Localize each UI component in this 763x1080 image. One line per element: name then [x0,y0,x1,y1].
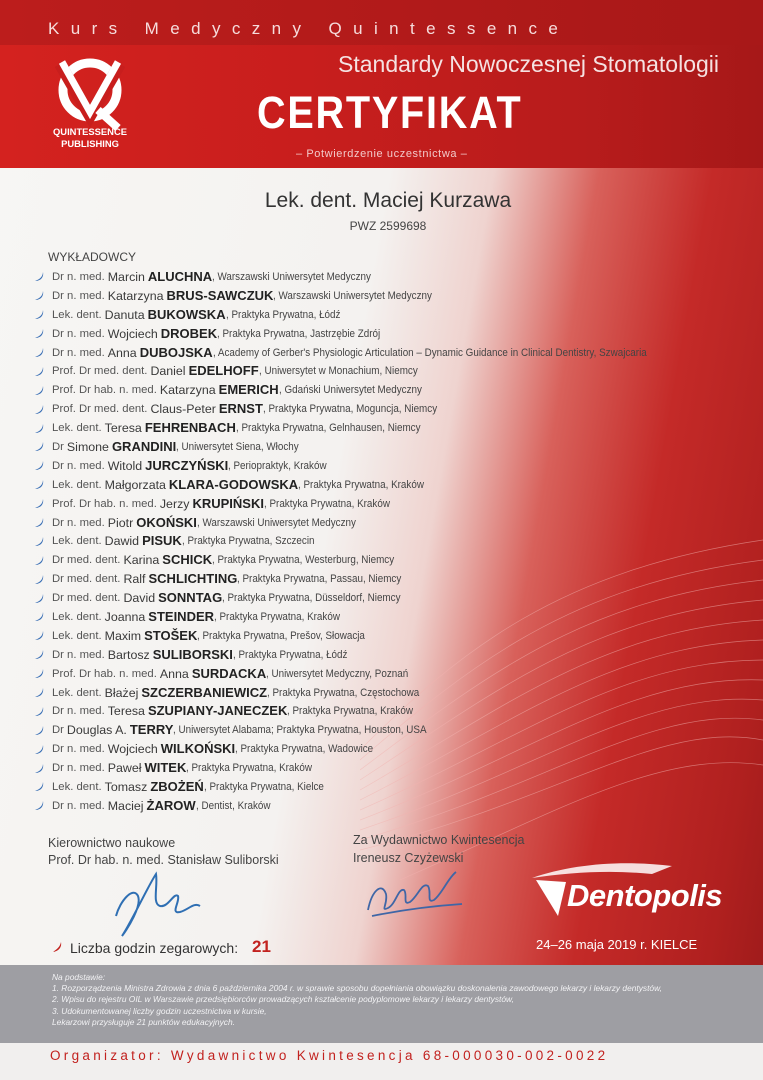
certificate-subtitle: – Potwierdzenie uczestnictwa – [296,148,468,160]
dentopolis-brand: Dentopolis [567,878,723,913]
participant-name: Lek. dent. Maciej Kurzawa [264,189,512,212]
lecturer-title: Dr med. dent. [52,554,121,567]
lecturer-last-name: WITEK [144,760,187,776]
lecturer-row [34,476,679,495]
organizer-text: Organizator: Wydawnictwo Kwintesencja 68-000030-002-0022 [50,1048,609,1063]
lecturer-affiliation: , Praktyka Prywatna, Westerburg, Niemcy [212,554,395,567]
lecturer-last-name: ALUCHNA [147,269,213,284]
lecturer-first-name: Maxim [104,628,142,643]
lecturer-row [34,778,679,797]
lecturer-title: Lek. dent. [52,535,102,548]
lecturer-row [34,627,679,646]
lecturer-affiliation: , Praktyka Prywatna, Łódź [225,308,341,321]
lecturer-first-name: Wojciech [107,326,158,341]
legal-line-1: 1. Rozporządzenia Ministra Zdrowia z dnia 6 października 2004 r. w sprawie sposobu dopełniania obowiązku doskonalenia zawodowego lekarzy i lekarzy dentystów, [52,983,663,994]
legal-line-4: Lekarzowi przysługuje 21 punktów edukacyjnych. [52,1016,235,1027]
signature-suliborski-icon [108,866,218,941]
lecturer-last-name: FEHRENBACH [144,420,236,436]
lecturer-row [34,684,679,703]
lecturer-title: Dr n. med. [52,271,105,283]
lecturer-first-name: Joanna [104,610,146,625]
lecturer-last-name: SZCZERBANIEWICZ [141,684,268,700]
blue-arc-bullet-icon [34,385,46,397]
lecturer-title: Lek. dent. [52,478,102,491]
lecturer-row [34,495,679,514]
blue-arc-bullet-icon [34,800,46,812]
blue-arc-bullet-icon [34,687,46,699]
lecturer-title: Dr n. med. [52,346,105,359]
blue-arc-bullet-icon [34,328,46,340]
lecturer-affiliation: , Praktyka Prywatna, Prešov, Słowacja [197,629,366,642]
lecturer-last-name: SULIBORSKI [152,646,233,662]
lecturer-title: Lek. dent. [52,686,102,699]
lecturer-row [34,400,679,419]
hours-value: 21 [252,937,271,956]
lecturer-row [34,589,679,608]
blue-arc-bullet-icon [34,649,46,661]
legal-basis [52,972,662,1028]
lecturer-title: Prof. Dr med. dent. [52,365,148,378]
lecturer-affiliation: , Praktyka Prywatna, Düsseldorf, Niemcy [222,592,401,605]
lecturer-last-name: EDELHOFF [188,363,259,379]
event-dates: 24–26 maja 2019 r. KIELCE [536,937,698,952]
lecturer-row [34,457,679,476]
lecturer-last-name: SURDACKA [191,665,267,681]
lecturer-last-name: STOŠEK [144,627,198,643]
lecturer-first-name: Claus-Peter [150,402,216,417]
lecturer-last-name: SCHLICHTING [148,571,238,587]
blue-arc-bullet-icon [34,781,46,793]
lecturer-affiliation: , Praktyka Prywatna, Kraków [298,478,425,491]
blue-arc-bullet-icon [34,309,46,321]
lecturer-title: Dr n. med. [52,289,105,302]
lecturer-title: Dr n. med. [52,516,105,529]
lecturer-affiliation: , Uniwersytet Siena, Włochy [176,441,299,454]
lecturer-row [34,721,679,740]
lecturer-title: Dr n. med. [52,648,105,661]
lecturer-first-name: David [123,591,156,606]
lecturer-first-name: Jerzy [159,496,190,511]
lecturer-title: Lek. dent. [52,422,102,435]
blue-arc-bullet-icon [34,290,46,302]
lecturer-last-name: STEINDER [148,609,215,625]
lecturer-row [34,797,679,816]
blue-arc-bullet-icon [34,441,46,453]
lecturer-last-name: GRANDINI [111,439,177,455]
lecturer-first-name: Tomasz [104,780,148,795]
lecturer-first-name: Daniel [150,364,186,379]
blue-arc-bullet-icon [34,593,46,605]
blue-arc-bullet-icon [34,423,46,435]
lecturer-last-name: TERRY [129,722,174,738]
certificate-title: CERTYFIKAT [257,87,523,138]
blue-arc-bullet-icon [34,630,46,642]
lecturer-title: Prof. Dr hab. n. med. [52,497,157,510]
blue-arc-bullet-icon [34,706,46,718]
scientific-director-label: Kierownictwo naukowe [48,836,176,850]
lecturer-affiliation: , Warszawski Uniwersytet Medyczny [212,271,372,283]
lecturer-last-name: ERNST [218,401,263,417]
lecturer-affiliation: , Praktyka Prywatna, Moguncja, Niemcy [262,403,438,416]
lecturer-row [34,646,679,665]
lecturer-last-name: SCHICK [162,552,213,568]
signature-czyzewski-icon [362,860,472,930]
lecturer-title: Prof. Dr med. dent. [52,403,148,416]
lecturer-row [34,740,679,759]
lecturer-affiliation: , Warszawski Uniwersytet Medyczny [196,516,356,529]
lecturer-affiliation: , Periopraktyk, Kraków [228,459,327,472]
red-arc-bullet-icon [51,941,64,954]
lecturer-title: Lek. dent. [52,629,102,642]
lecturer-affiliation: , Praktyka Prywatna, Kraków [263,497,390,510]
lecturer-first-name: Karina [123,553,160,568]
lecturer-title: Dr n. med. [52,327,105,340]
lecturer-first-name: Teresa [107,704,145,719]
lecturer-last-name: SONNTAG [158,590,223,606]
lecturer-title: Dr [52,441,64,454]
lecturer-first-name: Maciej [107,798,144,813]
lecturer-row [34,665,679,684]
blue-arc-bullet-icon [34,536,46,548]
lecturer-title: Dr [52,724,64,737]
blue-arc-bullet-icon [34,725,46,737]
blue-arc-bullet-icon [34,574,46,586]
lecturer-last-name: KRUPIŃSKI [192,495,264,511]
lecturer-affiliation: , Gdański Uniwersytet Medyczny [278,384,422,397]
lecturer-affiliation: , Uniwersytet Alabama; Praktyka Prywatna, Houston, USA [173,724,427,737]
lecturer-row [34,306,679,325]
lecturer-first-name: Katarzyna [159,383,216,398]
lecturer-title: Dr n. med. [52,799,105,812]
lecturer-affiliation: , Praktyka Prywatna, Kielce [203,781,324,794]
lecturer-last-name: OKOŃSKI [136,514,197,530]
lecturer-last-name: KLARA-GODOWSKA [168,476,299,492]
lecturer-first-name: Bartosz [107,647,150,662]
lecturer-row [34,514,679,533]
lecturer-row [34,344,679,363]
blue-arc-bullet-icon [34,366,46,378]
lecturer-title: Dr med. dent. [52,592,121,605]
lecturer-last-name: BUKOWSKA [147,306,226,322]
lecturer-first-name: Wojciech [107,742,158,757]
lecturer-first-name: Anna [159,666,189,681]
lecturer-affiliation: , Praktyka Prywatna, Kraków [214,611,340,624]
course-series: Kurs Medyczny Quintessence [48,19,570,38]
lecturer-first-name: Anna [107,345,137,360]
lecturer-row [34,438,679,457]
lecturer-affiliation: , Uniwersytet Medyczny, Poznań [266,667,409,680]
lecturer-affiliation: , Praktyka Prywatna, Kraków [186,762,313,775]
lecturer-affiliation: , Warszawski Uniwersytet Medyczny [273,289,433,302]
blue-arc-bullet-icon [34,404,46,416]
lecturer-title: Dr n. med. [52,762,105,775]
lecturer-title: Prof. Dr hab. n. med. [52,384,157,397]
lecturer-last-name: JURCZYŃSKI [145,457,229,473]
lecturer-title: Dr n. med. [52,743,105,756]
lecturer-last-name: EMERICH [218,382,279,398]
lecturer-title: Lek. dent. [52,308,102,321]
lecturer-first-name: Małgorzata [104,477,166,492]
lecturer-affiliation: , Academy of Gerber's Physiologic Articulation – Dynamic Guidance in Clinical Dentistry, Szwajcaria [212,346,647,359]
program-title: Standardy Nowoczesnej Stomatologii [338,51,719,77]
scientific-director-name: Prof. Dr hab. n. med. Stanisław Suliborski [48,853,279,867]
lecturer-first-name: Douglas A. [66,723,127,738]
lecturer-title: Prof. Dr hab. n. med. [52,667,157,680]
publisher-name: Ireneusz Czyżewski [353,851,464,865]
lecturer-row [34,608,679,627]
lecturer-row [34,759,679,778]
lecturer-last-name: ŻAROW [146,797,196,813]
lecturer-affiliation: , Praktyka Prywatna, Passau, Niemcy [237,573,402,586]
lecturer-last-name: WILKOŃSKI [160,741,236,757]
blue-arc-bullet-icon [34,611,46,623]
blue-arc-bullet-icon [34,271,46,283]
lecturer-affiliation: , Dentist, Kraków [195,799,271,812]
lecturer-row [34,419,679,438]
lecturer-affiliation: , Praktyka Prywatna, Gelnhausen, Niemcy [235,422,421,435]
lecturers-heading: WYKŁADOWCY [48,250,137,264]
lecturer-first-name: Danuta [104,307,145,322]
lecturer-affiliation: , Praktyka Prywatna, Jastrzębie Zdrój [217,327,381,340]
lecturer-title: Dr n. med. [52,705,105,718]
lecturer-title: Dr med. dent. [52,573,121,586]
lecturer-last-name: ZBOŻEŃ [150,779,204,795]
lecturer-row [34,362,679,381]
lecturer-affiliation: , Uniwersytet w Monachium, Niemcy [258,365,418,378]
lecturer-row [34,287,679,306]
hours-label: Liczba godzin zegarowych: [70,940,239,956]
blue-arc-bullet-icon [34,460,46,472]
lecturer-first-name: Ralf [123,572,146,587]
lecturer-title: Lek. dent. [52,781,102,794]
lecturer-title: Dr n. med. [52,459,105,472]
logo-text-line2: PUBLISHING [61,138,119,149]
lecturer-last-name: DUBOJSKA [139,344,213,360]
blue-arc-bullet-icon [34,517,46,529]
blue-arc-bullet-icon [34,744,46,756]
lecturer-first-name: Witold [107,458,143,473]
lecturer-affiliation: , Praktyka Prywatna, Szczecin [181,535,315,548]
blue-arc-bullet-icon [34,347,46,359]
lecturer-last-name: DROBEK [160,325,218,341]
blue-arc-bullet-icon [34,479,46,491]
lecturer-row [34,268,679,287]
blue-arc-bullet-icon [34,763,46,775]
lecturer-affiliation: , Praktyka Prywatna, Wadowice [235,743,374,756]
lecturer-first-name: Dawid [104,534,140,549]
legal-heading: Na podstawie: [52,972,106,982]
lecturer-first-name: Katarzyna [107,288,164,303]
lecturer-first-name: Teresa [104,421,142,436]
lecturer-row [34,702,679,721]
blue-arc-bullet-icon [34,498,46,510]
lecturer-last-name: PISUK [142,533,182,549]
legal-line-3: 3. Udokumentowanej liczby godzin uczestnictwa w kursie, [52,1005,267,1016]
logo-text [44,126,136,150]
legal-line-2: 2. Wpisu do rejestru OIL w Warszawie przedsiębiorców prowadzących kształcenie podyplomowe lekarzy i lekarzy dentystów, [52,994,514,1005]
logo-text-line1: QUINTESSENCE [53,126,127,137]
lecturer-row [34,325,679,344]
blue-arc-bullet-icon [34,668,46,680]
lecturer-first-name: Błażej [104,685,139,700]
lecturer-row [34,381,679,400]
blue-arc-bullet-icon [34,555,46,567]
lecturer-row [34,532,679,551]
lecturer-row [34,551,679,570]
lecturer-last-name: BRUS-SAWCZUK [166,287,274,303]
publisher-label: Za Wydawnictwo Kwintesencja [353,833,525,847]
lecturer-title: Lek. dent. [52,611,102,624]
lecturer-affiliation: , Praktyka Prywatna, Kraków [287,705,414,718]
lecturer-first-name: Simone [66,440,109,455]
lecturer-first-name: Marcin [107,270,145,284]
lecturer-affiliation: , Praktyka Prywatna, Łódź [232,648,348,661]
lecturer-first-name: Paweł [107,761,142,776]
lecturer-row [34,570,679,589]
lecturer-last-name: SZUPIANY-JANECZEK [147,703,288,719]
participant-pwz: PWZ 2599698 [349,219,427,233]
lecturer-affiliation: , Praktyka Prywatna, Częstochowa [267,686,420,699]
lecturer-first-name: Piotr [107,515,134,530]
lecturers-list [34,268,679,816]
